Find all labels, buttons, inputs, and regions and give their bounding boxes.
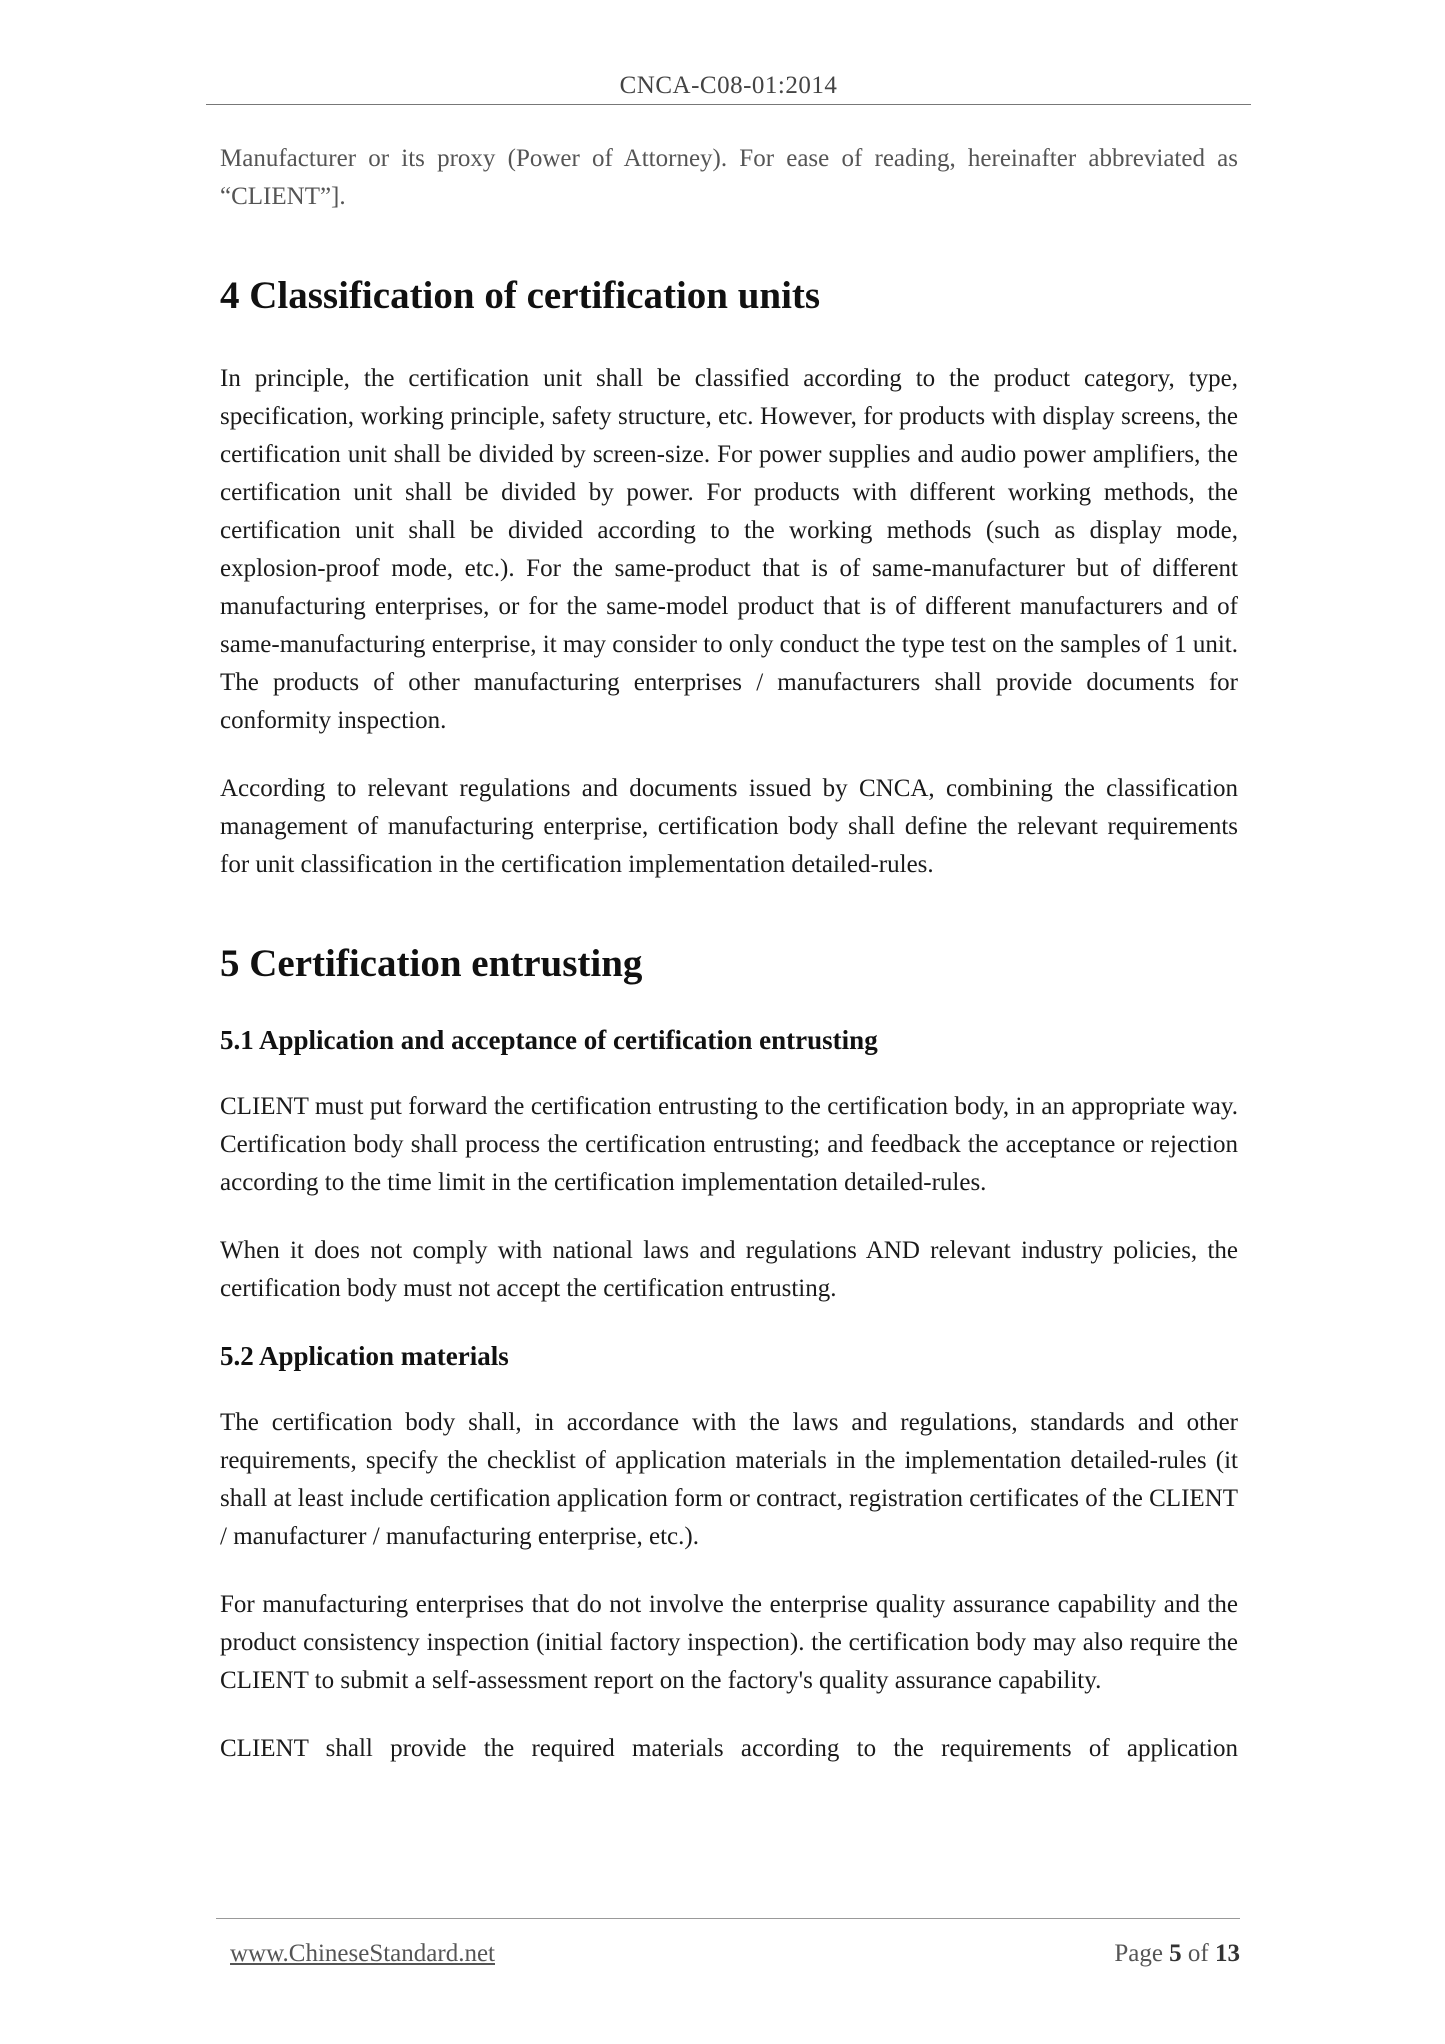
page-indicator — [1114, 1940, 1240, 1968]
section-5-2-heading: 5.2 Application materials — [220, 1341, 509, 1371]
of-label: of — [1187, 1940, 1209, 1967]
page-total: 13 — [1215, 1940, 1240, 1967]
page-label: Page — [1114, 1940, 1163, 1967]
page-number: 5 — [1169, 1940, 1182, 1967]
section-4-paragraph-2: According to relevant regulations and documents issued by CNCA, combining the classification management of manufacturing enterprise, certification body shall define the relevant requirements for unit classification in the certification implementation detailed-rules. — [220, 775, 1238, 878]
section-5-2-paragraph-1: The certification body shall, in accordance with the laws and regulations, standards and other requirements, specify the checklist of application materials in the implementation detailed-rules (it shall at least include certification application form or contract, registration certificates of the CLIENT / manufacturer / manufacturing enterprise, etc.). — [220, 1409, 1238, 1550]
section-5-heading: 5 Certification entrusting — [220, 942, 643, 985]
section-5-2-paragraph-3: CLIENT shall provide the required materials according to the requirements of application — [220, 1735, 1238, 1762]
running-header: CNCA-C08-01:2014 — [619, 72, 838, 99]
section-4-paragraph-1: In principle, the certification unit shall be classified according to the product category, type, specification, working principle, safety structure, etc. However, for products with display screens, the certification unit shall be divided by screen-size. For power supplies and audio power amplifiers, the certification unit shall be divided by power. For products with different working methods, the certification unit shall be divided according to the working methods (such as display mode, explosion-proof mode, etc.). For the same-product that is of same-manufacturer but of different manufacturing enterprises, or for the same-model product that is of different manufacturers and of same-manufacturing enterprise, it may consider to only conduct the type test on the samples of 1 unit. The products of other manufacturing enterprises / manufacturers shall provide documents for conformity inspection. — [220, 365, 1238, 734]
lead-paragraph: Manufacturer or its proxy (Power of Attorney). For ease of reading, hereinafter abbreviated as “CLIENT”]. — [220, 145, 1238, 210]
page-content — [220, 140, 1238, 1768]
section-5-1-heading: 5.1 Application and acceptance of certification entrusting — [220, 1025, 878, 1055]
section-4-heading: 4 Classification of certification units — [220, 274, 821, 317]
header-divider — [206, 104, 1251, 105]
section-5-1-paragraph-2: When it does not comply with national laws and regulations AND relevant industry policies, the certification body must not accept the certification entrusting. — [220, 1237, 1238, 1302]
footer-divider — [216, 1918, 1240, 1919]
section-5-1-paragraph-1: CLIENT must put forward the certification entrusting to the certification body, in an appropriate way. Certification body shall process the certification entrusting; and feedback the acceptance or rejection according to the time limit in the certification implementation detailed-rules. — [220, 1093, 1238, 1196]
section-5-2-paragraph-2: For manufacturing enterprises that do not involve the enterprise quality assurance capability and the product consistency inspection (initial factory inspection). the certification body may also require the CLIENT to submit a self-assessment report on the factory's quality assurance capability. — [220, 1591, 1238, 1694]
footer-site-link[interactable]: www.ChineseStandard.net — [230, 1940, 495, 1967]
